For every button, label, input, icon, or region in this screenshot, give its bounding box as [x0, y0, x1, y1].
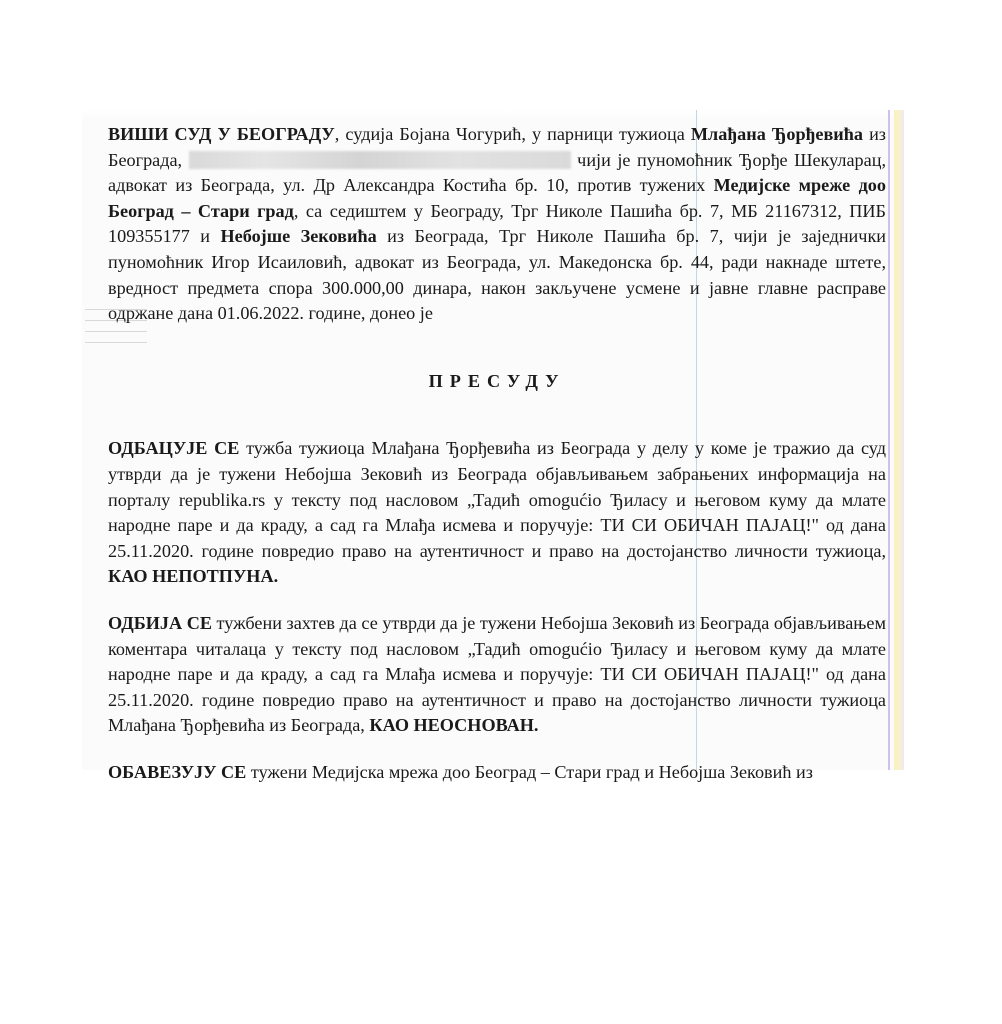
- scan-edge-yellow: [894, 110, 904, 770]
- dismissal-paragraph: ОДБАЦУЈЕ СЕ тужба тужиоца Млађана Ђорђевића из Београда у делу у коме је тражио да суд утврди да је тужени Небојша Зековић из Београда објављивањем забрањених информација на порталу republika.rs у тексту под насловом „Тадић omogućio Ђиласу и његовом куму да млате народне паре и да краду, а сад га Млађа исмева и поручује: ТИ СИ ОБИЧАН ПАЈАЦ!" од дана 25.11.2020. године повредио право на аутентичност и право на достојанство личности тужиоца, КАО НЕПОТПУНА.: [108, 438, 886, 587]
- scanned-document-page: [82, 110, 904, 782]
- judgment-text: [108, 122, 886, 806]
- redacted-address: [189, 151, 571, 169]
- defendant-2-name: Небојше Зековића: [220, 226, 377, 247]
- rejection-paragraph: ОДБИЈА СЕ тужбени захтев да се утврди да је тужени Небојша Зековић из Београда објављивањем коментара читалаца у тексту под насловом „Тадић omogućio Ђиласу и његовом куму да млате народне паре и да краду, а сад га Млађа исмева и поручује: ТИ СИ ОБИЧАН ПАЈАЦ!" од дана 25.11.2020. године повредио право на аутентичност и право на достојанство личности тужиоца Млађана Ђорђевића из Београда, КАО НЕОСНОВАН.: [108, 612, 887, 736]
- defendant-1-name: Медијске мреже доо Београд – Стари град: [108, 175, 886, 221]
- intro-paragraph: ВИШИ СУД У БЕОГРАДУ, судија Бојана Чогурић, у парници тужиоца Млађана Ђорђевића из Београда, чији је пуномоћник Ђорђе Шекуларац, адвокат из Београда, ул. Др Александра Костића бр. 10, против тужених Медијске мреже доо Београд – Стари град, са седиштем у Београду, Трг Николе Пашића бр. 7, МБ 21167312, ПИБ 109355177 и Небојше Зековића из Београда, Трг Николе Пашића бр. 7, чији је заједнички пуномоћник Игор Исаиловић, адвокат из Београда, ул. Македонска бр. 44, ради накнаде штете, вредност предмета спора 300.000,00 динара, након закључене усмене и јавне главне расправе одржане дана 01.06.2022. године, донео је: [108, 124, 887, 324]
- court-name: ВИШИ СУД У БЕОГРАДУ: [108, 124, 335, 144]
- verdict-heading: ПРЕСУДУ: [428, 370, 566, 391]
- scan-edge-violet: [888, 110, 890, 770]
- obligation-paragraph: ОБАВЕЗУЈУ СЕ тужени Медијска мрежа доо Београд – Стари град и Небојша Зековић из: [108, 761, 813, 782]
- plaintiff-name: Млађана Ђорђевића: [690, 124, 863, 144]
- scan-edge-fade: [82, 110, 904, 120]
